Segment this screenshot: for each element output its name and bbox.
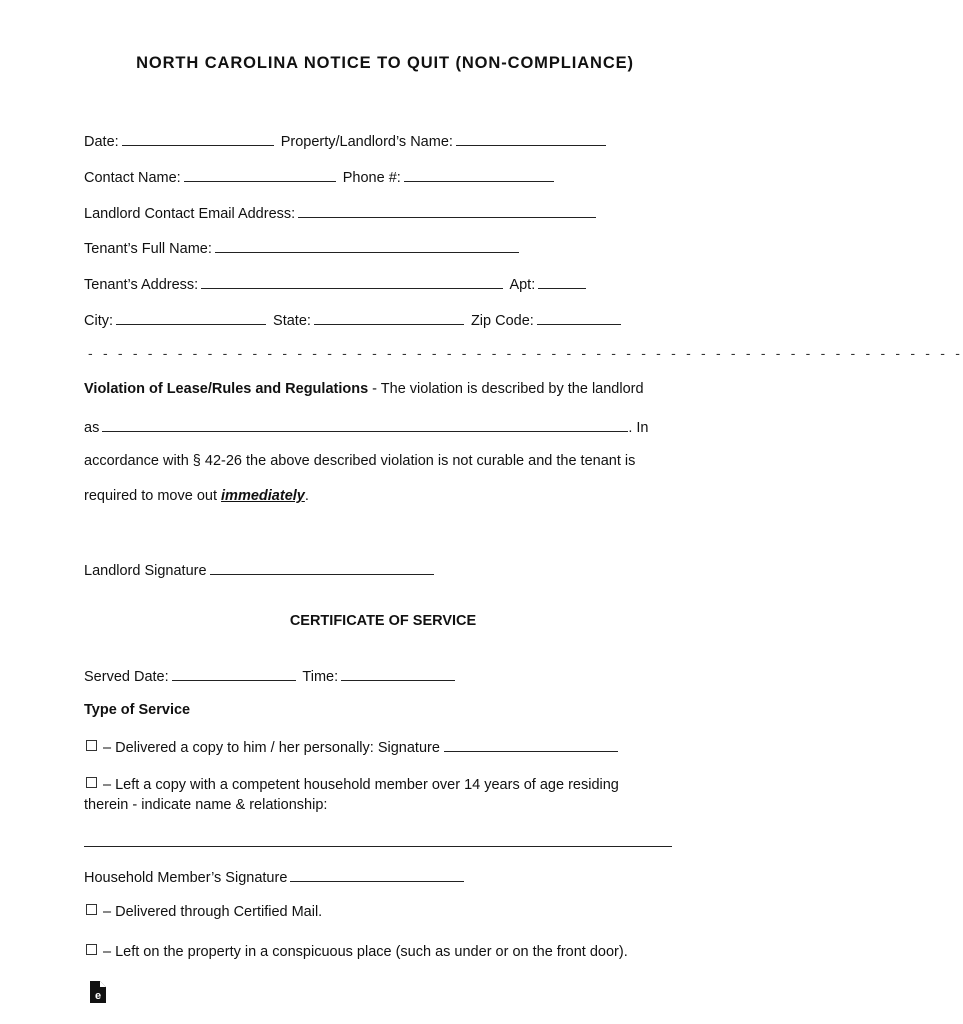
option-delivered-personally-label: – Delivered a copy to him / her personally: Signature [103,740,440,756]
date-label: Date: [84,134,119,150]
personal-signature-field[interactable] [444,739,618,752]
document-logo-icon [89,980,107,1004]
tenant-full-name-field[interactable] [215,238,519,253]
zip-label: Zip Code: [470,313,534,329]
option-left-on-property-label: – Left on the property in a conspicuous place (such as under or on the front door). [103,944,628,960]
contact-name-field[interactable] [184,167,336,182]
violation-line-3: accordance with § 42-26 the above described violation is not curable and the tenant is [84,453,636,469]
tenant-address-field[interactable] [201,274,503,289]
state-label: State: [273,313,311,329]
served-date-label: Served Date: [84,669,169,685]
landlord-signature-field[interactable] [210,560,434,575]
phone-field[interactable] [404,167,554,182]
household-signature-field[interactable] [290,867,464,882]
served-date-field[interactable] [172,666,296,681]
apt-field[interactable] [538,274,586,289]
violation-line-4 [84,488,309,504]
landlord-signature-label: Landlord Signature [84,563,207,579]
tenant-address-label: Tenant’s Address: [84,277,199,293]
contact-row [84,167,557,186]
certificate-heading: CERTIFICATE OF SERVICE [289,613,477,629]
checkbox-delivered-personally[interactable] [86,740,97,751]
tenant-name-row [84,238,522,257]
checkbox-household-member[interactable] [86,777,97,788]
violation-line-2 [84,417,648,436]
checkbox-left-on-property[interactable] [86,944,97,955]
option-left-on-property[interactable] [86,944,628,960]
violation-description-field[interactable] [102,417,628,432]
violation-heading: Violation of Lease/Rules and Regulations [84,381,369,397]
household-name-relationship-field[interactable] [84,846,672,847]
state-field[interactable] [314,310,464,325]
apt-label: Apt: [509,277,536,293]
household-signature-row [84,867,467,886]
contact-name-label: Contact Name: [84,170,181,186]
option-delivered-personally[interactable] [86,739,618,756]
landlord-signature-row [84,560,437,579]
served-row [84,666,458,685]
option-household-member-label: – Left a copy with a competent household member over 14 years of age residing [103,777,619,793]
violation-line-4-prefix: required to move out [84,488,222,504]
option-household-member[interactable] [86,777,619,793]
violation-in-label: . In [628,420,649,436]
zip-field[interactable] [537,310,621,325]
landlord-email-field[interactable] [298,203,596,218]
city-state-zip-row [84,310,624,329]
dashed-separator: - - - - - - - - - - - - - - - - - - - - - - - - - - - - - - - - - - - - - - - - - - - - - - - - - - - - - - - - - - - [88,345,963,361]
option-household-member-line-2: therein - indicate name & relationship: [84,797,328,813]
violation-line-1 [84,381,644,397]
svg-text:e: e [94,990,102,1002]
type-of-service-heading: Type of Service [84,702,191,718]
checkbox-certified-mail[interactable] [86,904,97,915]
property-landlord-name-field[interactable] [456,131,606,146]
violation-line-1-text: - The violation is described by the landlord [368,381,644,397]
violation-line-4-suffix: . [304,488,309,504]
tenant-full-name-label: Tenant’s Full Name: [84,241,212,257]
date-row [84,131,609,150]
immediately-text: immediately [221,488,305,504]
date-field[interactable] [122,131,274,146]
phone-label: Phone #: [342,170,401,186]
city-label: City: [84,313,113,329]
option-certified-mail[interactable] [86,904,322,920]
page-title: NORTH CAROLINA NOTICE TO QUIT (NON-COMPLIANCE) [136,54,634,72]
time-label: Time: [302,669,339,685]
tenant-address-row [84,274,589,293]
landlord-email-row [84,203,599,222]
time-field[interactable] [341,666,455,681]
option-certified-mail-label: – Delivered through Certified Mail. [103,904,323,920]
household-signature-label: Household Member’s Signature [84,870,288,886]
property-landlord-name-label: Property/Landlord’s Name: [280,134,453,150]
landlord-email-label: Landlord Contact Email Address: [84,206,296,222]
city-field[interactable] [116,310,266,325]
violation-as-label: as [84,420,100,436]
